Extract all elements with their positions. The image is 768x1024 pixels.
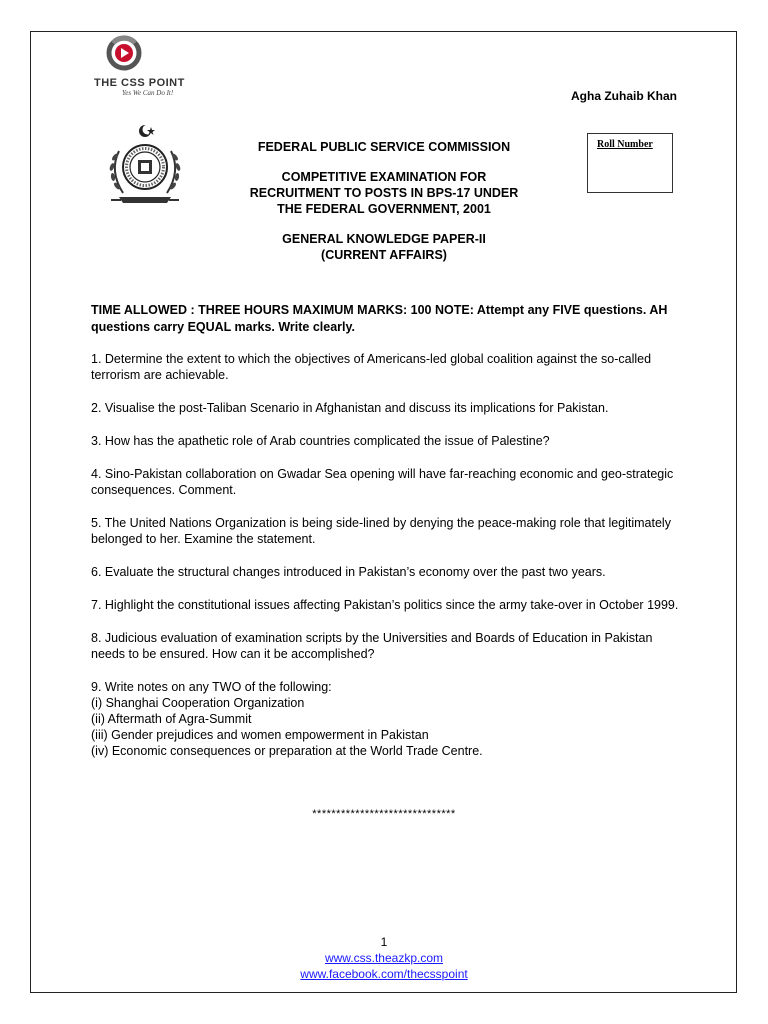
header-exam-line2: RECRUITMENT TO POSTS IN BPS-17 UNDER (249, 186, 519, 200)
question-item: 2. Visualise the post-Taliban Scenario in Afghanistan and discuss its implications for Pakistan. (91, 401, 609, 415)
question-9 (91, 679, 685, 759)
question-item: 5. The United Nations Organization is being side-lined by denying the peace-making role that legitimately belonged to her. Examine the statement. (91, 516, 671, 546)
roll-number-label: Roll Number (597, 139, 653, 150)
question-item: 6. Evaluate the structural changes introduced in Pakistan’s economy over the past two years. (91, 565, 606, 579)
fpsc-emblem-icon (101, 121, 189, 211)
question-9-option: (ii) Aftermath of Agra-Summit (91, 712, 252, 726)
footer (0, 934, 768, 982)
question-item: 3. How has the apathetic role of Arab countries complicated the issue of Palestine? (91, 434, 550, 448)
website-link[interactable]: www.css.theazkp.com (324, 951, 444, 965)
logo-mark-icon (99, 31, 149, 77)
question-9-option: (i) Shanghai Cooperation Organization (91, 696, 305, 710)
author-name: Agha Zuhaib Khan (571, 89, 677, 103)
header-exam-line1: COMPETITIVE EXAMINATION FOR (281, 170, 487, 184)
question-9-title: 9. Write notes on any TWO of the following: (91, 680, 332, 694)
header-exam-line3: THE FEDERAL GOVERNMENT, 2001 (277, 202, 491, 216)
instructions: TIME ALLOWED : THREE HOURS MAXIMUM MARKS: 100 NOTE: Attempt any FIVE questions. AH questions carry EQUAL marks. Write clearly. (91, 303, 668, 334)
header-paper-subtitle: (CURRENT AFFAIRS) (321, 248, 447, 262)
facebook-link[interactable]: www.facebook.com/thecsspoint (300, 967, 468, 981)
page-number: 1 (380, 935, 388, 949)
question-item: 1. Determine the extent to which the objectives of Americans-led global coalition against the so-called terrorism are achievable. (91, 352, 652, 382)
css-point-logo (92, 31, 192, 101)
question-list (91, 351, 685, 776)
roll-number-box (587, 133, 673, 193)
end-separator: ****************************** (312, 808, 456, 820)
exam-header (200, 139, 568, 263)
logo-tagline: Yes We Can Do It! (122, 89, 174, 97)
header-commission: FEDERAL PUBLIC SERVICE COMMISSION (257, 140, 511, 154)
question-item: 8. Judicious evaluation of examination scripts by the Universities and Boards of Education in Pakistan needs to be ensured. How can it be accomplished? (91, 631, 653, 661)
question-9-option: (iv) Economic consequences or preparation at the World Trade Centre. (91, 744, 483, 758)
question-item: 4. Sino-Pakistan collaboration on Gwadar Sea opening will have far-reaching economic and geo-strategic consequences. Comment. (91, 467, 674, 497)
question-9-option: (iii) Gender prejudices and women empowerment in Pakistan (91, 728, 429, 742)
logo-name: THE CSS POINT (94, 77, 185, 89)
question-item: 7. Highlight the constitutional issues affecting Pakistan’s politics since the army take-over in October 1999. (91, 598, 679, 612)
header-paper-title: GENERAL KNOWLEDGE PAPER-II (282, 232, 486, 246)
